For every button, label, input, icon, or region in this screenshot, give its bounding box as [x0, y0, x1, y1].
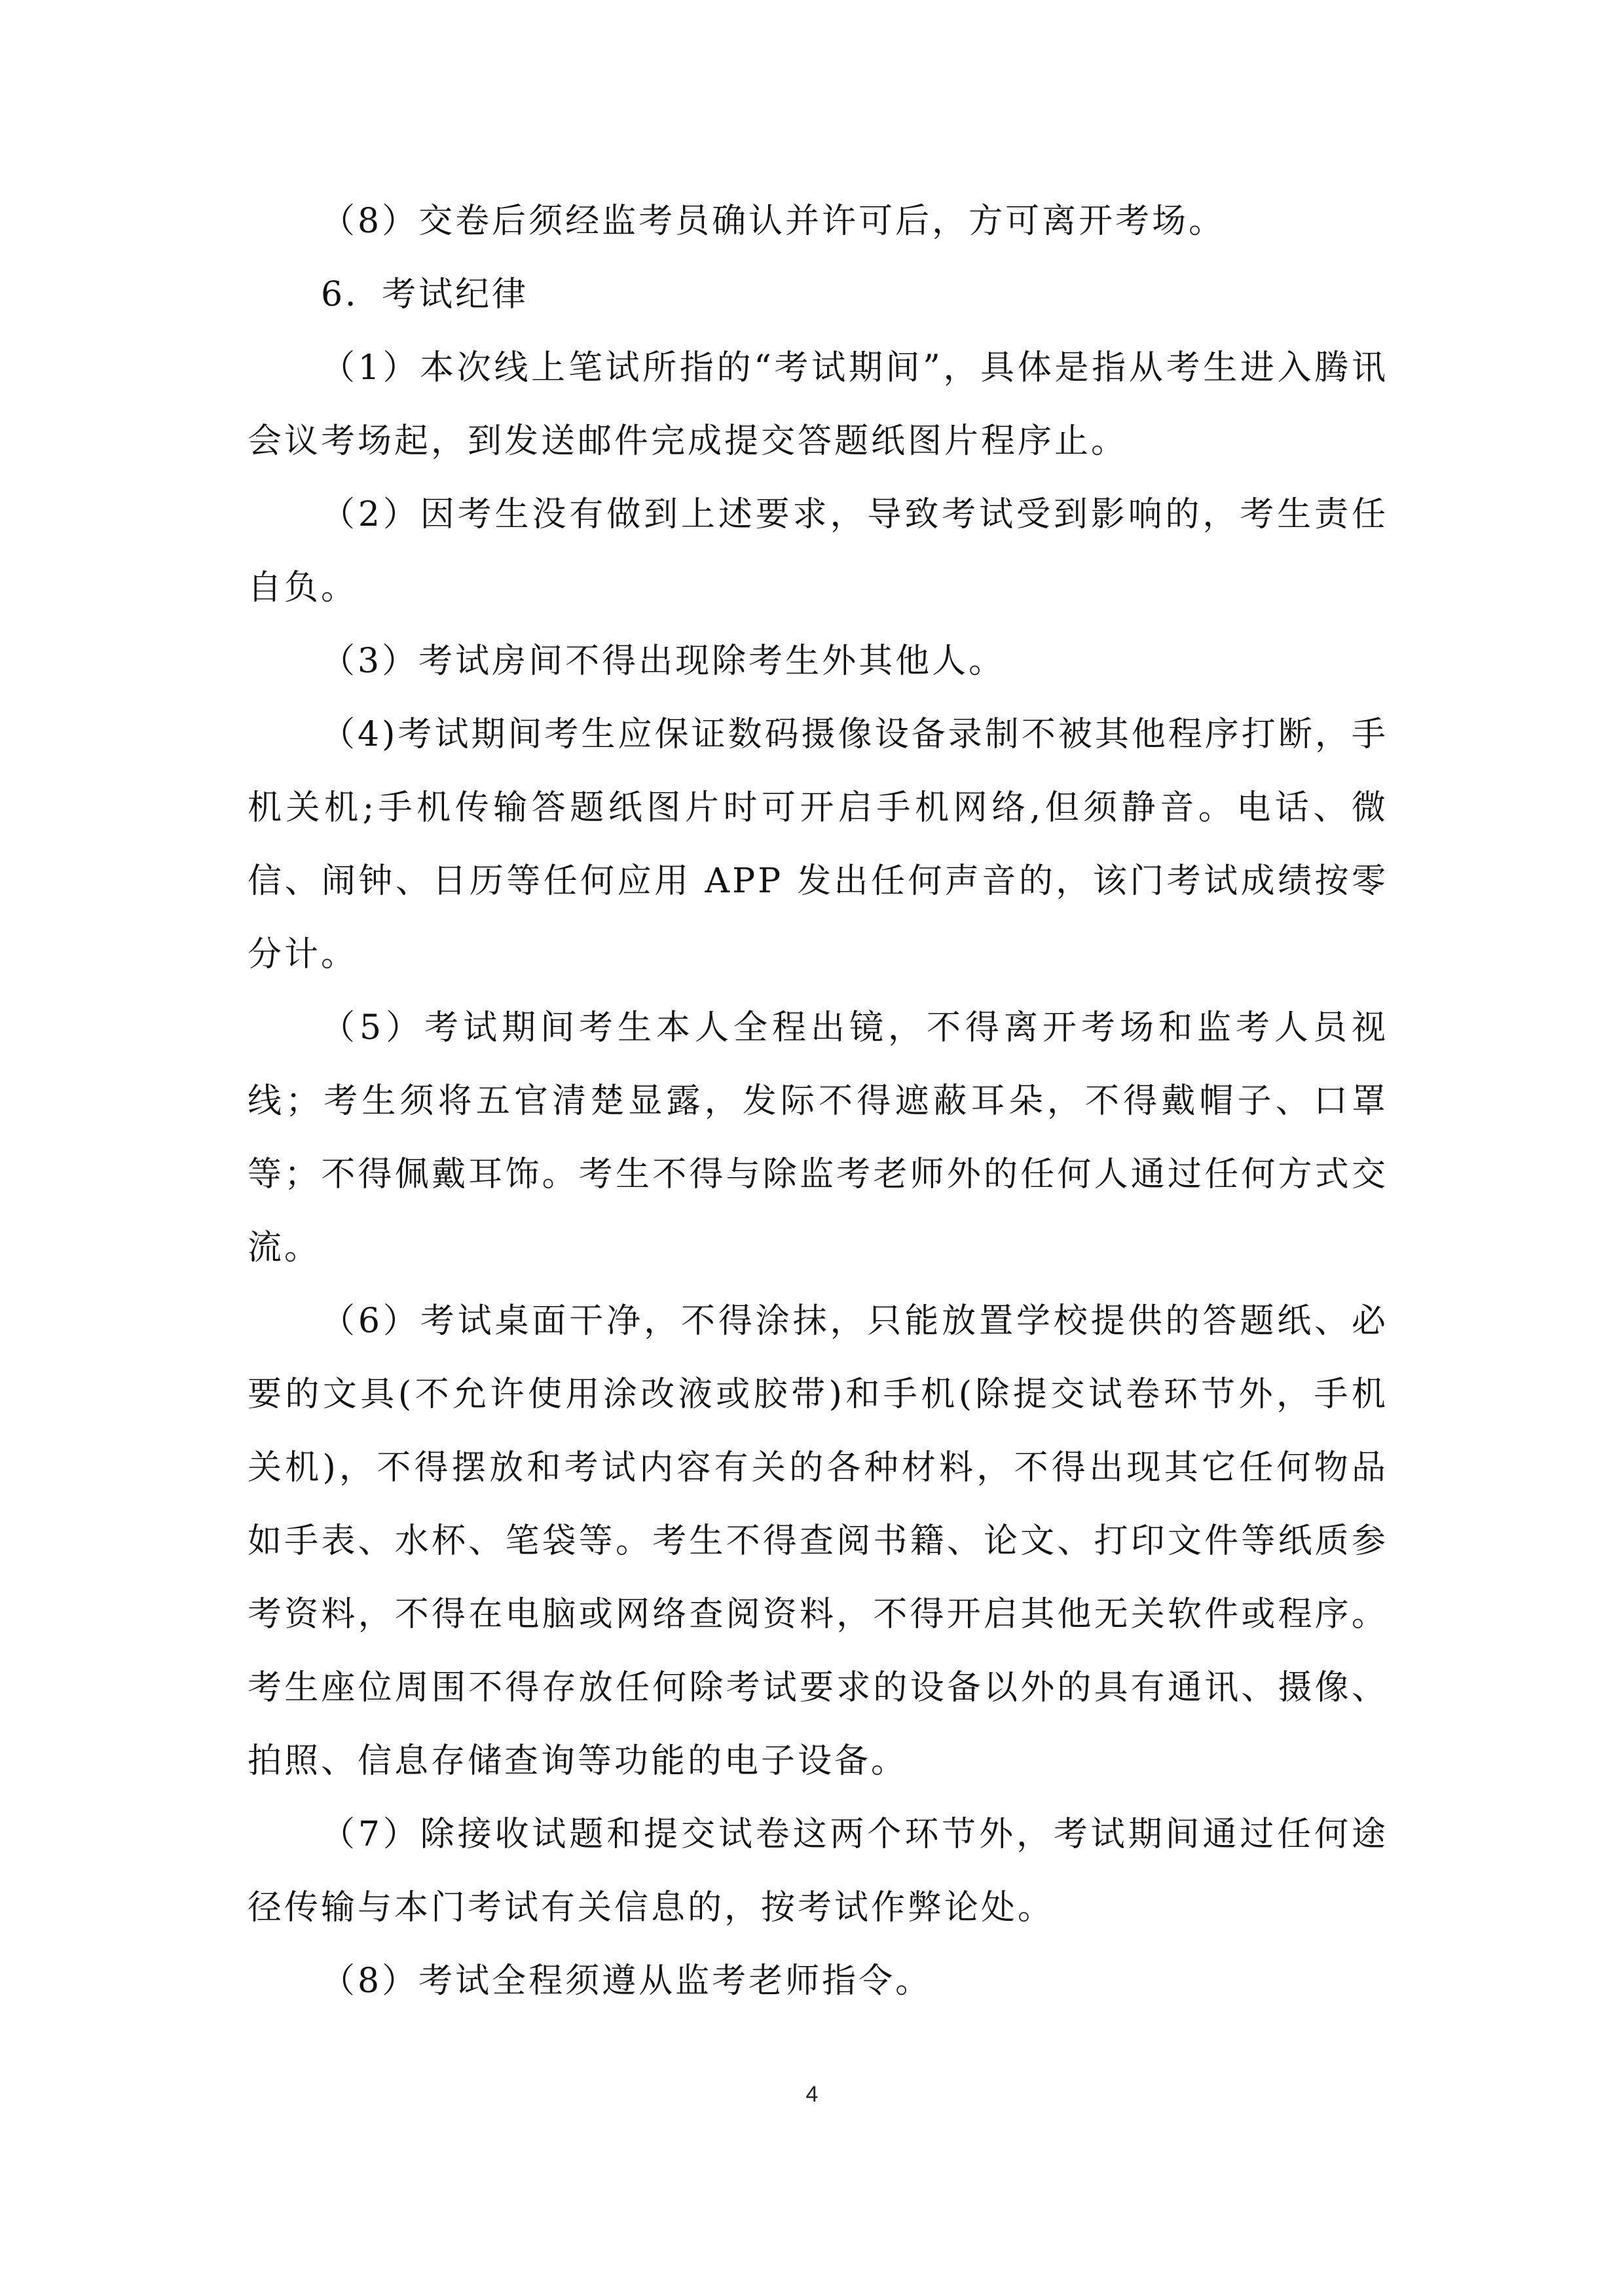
- paragraph-submission-rule-8: （8）交卷后须经监考员确认并许可后，方可离开考场。: [321, 202, 1226, 241]
- paragraph-discipline-5: （5）考试期间考生本人全程出镜，不得离开考场和监考人员视线；考生须将五官清楚显露，发际不得遮蔽耳朵，不得戴帽子、口罩等；不得佩戴耳饰。考生不得与除监考老师外的任何人通过任何方式交流。: [248, 1008, 1388, 1267]
- section-heading-exam-discipline: 6．考试纪律: [321, 275, 529, 314]
- paragraph-discipline-3: （3）考试房间不得出现除考生外其他人。: [321, 642, 1006, 681]
- paragraph-discipline-1: （1）本次线上笔试所指的“考试期间”，具体是指从考生进入腾讯会议考场起，到发送邮件完成提交答题纸图片程序止。: [248, 348, 1388, 461]
- paragraph-discipline-2: （2）因考生没有做到上述要求，导致考试受到影响的，考生责任自负。: [248, 495, 1388, 608]
- paragraph-discipline-7: （7）除接收试题和提交试卷这两个环节外，考试期间通过任何途径传输与本门考试有关信息的，按考试作弊论处。: [248, 1815, 1388, 1927]
- document-body: [248, 185, 1388, 2018]
- paragraph-discipline-8: （8）考试全程须遵从监考老师指令。: [321, 1961, 932, 2001]
- page-number: 4: [805, 2082, 819, 2107]
- paragraph-discipline-6: （6）考试桌面干净，不得涂抹，只能放置学校提供的答题纸、必要的文具(不允许使用涂改液或胶带)和手机(除提交试卷环节外，手机关机)，不得摆放和考试内容有关的各种材料，不得出现其它任何物品如手表、水杯、笔袋等。考生不得查阅书籍、论文、打印文件等纸质参考资料，不得在电脑或网络查阅资料，不得开启其他无关软件或程序。考生座位周围不得存放任何除考试要求的设备以外的具有通讯、摄像、拍照、信息存储查询等功能的电子设备。: [248, 1302, 1388, 1781]
- paragraph-discipline-4: （4)考试期间考生应保证数码摄像设备录制不被其他程序打断，手机关机;手机传输答题纸图片时可开启手机网络,但须静音。电话、微信、闹钟、日历等任何应用 APP 发出任何声音的，该门考试成绩按零分计。: [248, 715, 1388, 974]
